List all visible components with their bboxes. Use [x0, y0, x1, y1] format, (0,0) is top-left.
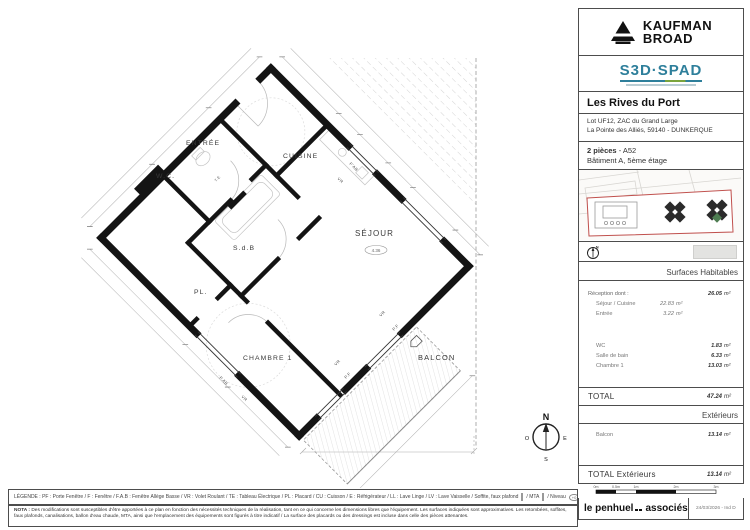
total-exterieurs-label: TOTAL Extérieurs — [588, 470, 656, 479]
nota-strip — [8, 505, 578, 527]
unit-type: 2 pièces — [587, 146, 617, 155]
annotation-fab-sejour-ne: F'AB — [348, 161, 360, 173]
annotation-te: T.E — [213, 175, 222, 183]
svg-text:0.5m: 0.5m — [612, 485, 620, 489]
lot-line-2: La Pointe des Alliés, 59140 - DUNKERQUE — [587, 127, 713, 134]
unit-location: Bâtiment A, 5ème étage — [587, 156, 668, 165]
compass-rose — [525, 412, 567, 463]
annotation-vr-sejour-se: VR — [378, 309, 387, 318]
surfaces-table — [578, 281, 744, 388]
room-label-pl: PL. — [194, 289, 208, 296]
compass-east: E — [563, 436, 567, 442]
legend-strip — [8, 489, 578, 505]
annotation-fab-chambre-sw: F.AB — [218, 375, 230, 387]
kaufman-wordmark-line2: BROAD — [642, 31, 694, 46]
room-label-chambre1: CHAMBRE 1 — [243, 355, 293, 362]
room-label-entree: ENTRÉE — [186, 140, 221, 147]
neighbour-hatch-area — [322, 58, 476, 212]
total-value: 47.24 — [706, 393, 722, 400]
architect-name: le penhuel associés — [584, 503, 688, 514]
niveau-icon: +0 — [569, 494, 578, 501]
compass-south: S — [544, 457, 548, 463]
scale-bar — [578, 484, 744, 498]
firm-dots-icon — [635, 503, 643, 514]
exterieurs-table — [578, 424, 744, 466]
unit-ref: - A52 — [616, 146, 637, 155]
unit-info-box — [578, 142, 744, 170]
mta-icon — [542, 493, 544, 501]
room-label-wc: W.C. — [156, 173, 176, 180]
table-row: WC 1.83 m² — [596, 343, 731, 349]
table-row: Réception dont : 26.05 m² — [588, 291, 731, 297]
room-label-sdb: S.d.B — [233, 245, 256, 252]
kaufman-broad-logo — [578, 8, 744, 56]
room-label-cuisine: CUISINE — [283, 153, 319, 160]
svg-text:3m: 3m — [713, 485, 719, 489]
mini-compass-strip — [578, 242, 744, 262]
date-index-box: 24/03/2026 - Ind D — [688, 498, 743, 519]
exterieurs-header: Extérieurs — [578, 406, 744, 424]
annotation-vr-chambre-sw: VR — [240, 394, 249, 403]
svg-text:2m: 2m — [673, 485, 679, 489]
room-label-balcon: BALCON — [418, 353, 456, 362]
total-exterieurs-row: TOTAL Extérieurs 13.14 m² — [578, 466, 744, 484]
legend-mta-label: / MTA — [526, 494, 540, 500]
nota-prefix: NOTA : — [14, 508, 30, 513]
annotation-vr-chambre-se: VR — [333, 358, 342, 367]
surfaces-habitables-header: Surfaces Habitables — [578, 262, 744, 281]
svg-text:0m: 0m — [593, 485, 599, 489]
kaufman-wordmark-line1: KAUFMAN — [642, 18, 713, 33]
title-block-panel — [578, 8, 744, 520]
soffite-hatch-icon — [521, 493, 523, 501]
legend-niveau-label: / Niveau — [547, 494, 566, 500]
s3d-caption-bar — [626, 84, 696, 86]
table-row: Balcon 13.14 m² — [596, 432, 731, 438]
annotation-pf-chambre-se: P.F — [343, 371, 352, 380]
sejour-level-tag: 4.36 — [371, 248, 381, 253]
project-title-box — [578, 92, 744, 114]
room-label-sejour: SÉJOUR — [355, 229, 395, 238]
lot-line-1: Lot UF12, ZAC du Grand Large — [587, 118, 678, 125]
total-exterieurs-value: 13.14 — [706, 471, 722, 478]
table-row: Salle de bain 6.33 m² — [596, 353, 731, 359]
map-building-left — [595, 202, 637, 228]
door-swings — [122, 81, 387, 343]
total-surfaces-row: TOTAL 47.24 m² — [578, 388, 744, 406]
table-row: Entrée 3.22 m² — [596, 311, 683, 317]
total-label: TOTAL — [588, 392, 615, 401]
site-location-map — [578, 170, 744, 242]
svg-text:1m: 1m — [633, 485, 639, 489]
svg-text:N: N — [596, 245, 599, 249]
kaufman-broad-triangle-icon — [610, 20, 636, 44]
annotation-pf-sejour-se: P.F — [391, 323, 400, 332]
project-address-box — [578, 114, 744, 142]
compass-north: N — [542, 412, 550, 422]
annotation-vr-sejour-ne: VR — [336, 176, 345, 185]
nota-text: Des modifications sont susceptibles d'être apportées à ce plan en fonction des nécessités techniques de la réalisation, tant en ce qui concerne les dimensions libres que l'équipement. Les surfaces indiquées sont approximatives. Les retombées, soffites, faux plafonds, canalisations, ballon d'eau chaude, MTA, ainsi que l'emplacement des équipements sont figurés à titre indicatif / La surface des placards ou des dressings est incluse dans celle des pièces attenantes. — [14, 508, 567, 520]
legend-text: LÉGENDE : PF : Porte Fenêtre / F : Fenêtre / F.A.B : Fenêtre Allège Basse / VR : Volet Roulant / TE : Tableau Électrique / PL : Placard / CU : Cuisson / E : Réfrigérateur / LL : Lave Linge / LV : Lave Vaisselle / Soffite, faux plafond — [14, 494, 519, 500]
table-row: Chambre 1 13.03 m² — [596, 363, 731, 369]
compass-west: O — [524, 436, 530, 442]
table-row: Séjour / Cuisine 22.83 m² — [596, 301, 683, 307]
s3d-spad-logo — [578, 56, 744, 92]
mini-compass-icon — [585, 244, 601, 260]
mini-gray-stamp — [693, 245, 737, 259]
s3d-underline — [620, 80, 702, 82]
s3d-spad-wordmark: S3D·SPAD — [619, 61, 703, 79]
project-title: Les Rives du Port — [587, 96, 680, 109]
architect-footer — [578, 498, 744, 520]
